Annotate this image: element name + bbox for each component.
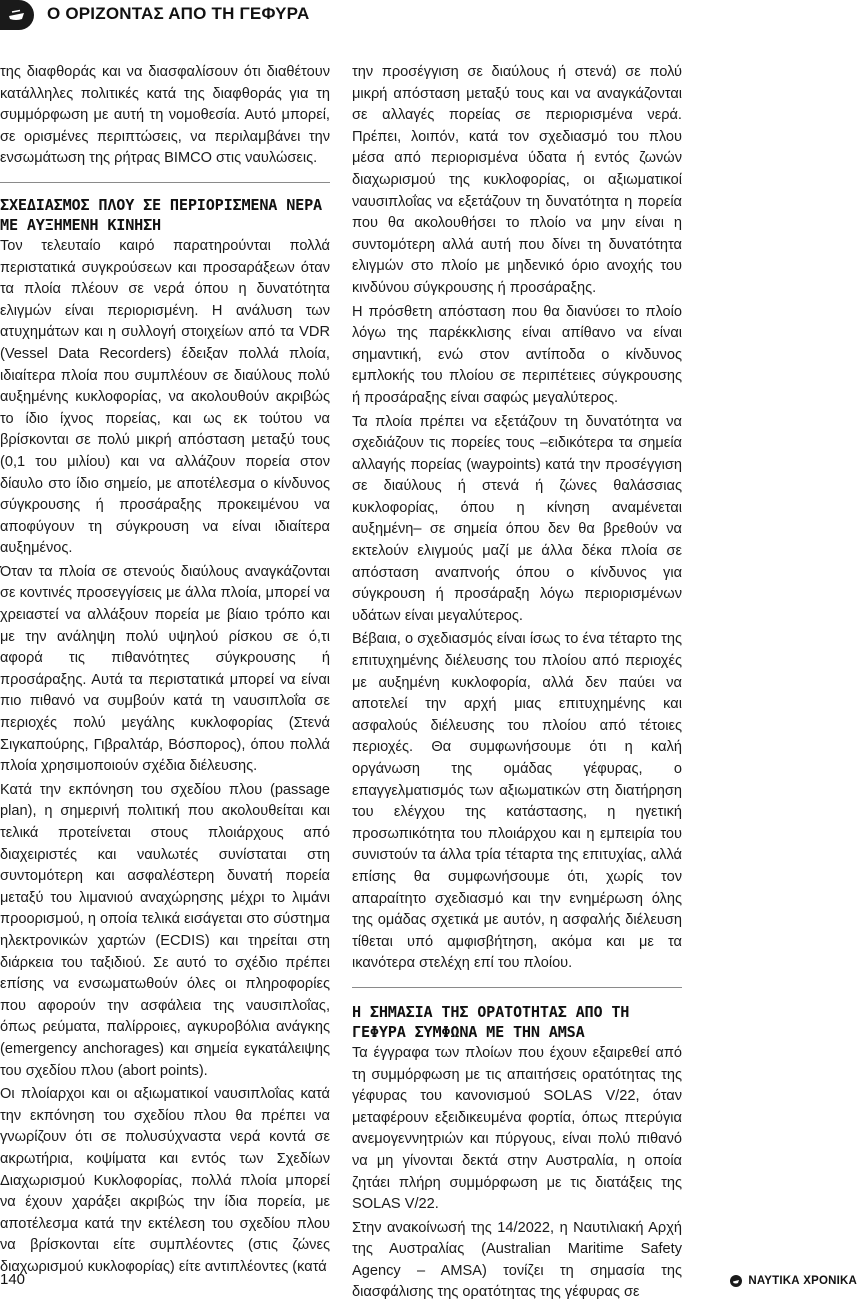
- body-paragraph: Τα έγγραφα των πλοίων που έχουν εξαιρεθεί από τη συμμόρφωση με τις απαιτήσεις ορατότητας της γέφυρας του κανονισμού SOLAS V/22, όταν μεταφέρουν εξειδικευμένα φορτία, όπως πτερύγια ανεμογεννητριών και πύργους, είναι πολύ πιθανό να μη γίνονται δεκτά στην Αυστραλία, η οποία ζητάει πλήρη συμμόρφωση με τις διατάξεις της SOLAS V/22.: [352, 1044, 682, 1213]
- page-title: Ο ΟΡΙΖΟΝΤΑΣ ΑΠΟ ΤΗ ΓΕΦΥΡΑ: [47, 4, 310, 23]
- body-paragraph: Όταν τα πλοία σε στενούς διαύλους αναγκάζονται σε κοντινές προσεγγίσεις με άλλα πλοία, μπορεί να χρειαστεί να αλλάξουν πορεία με βίαιο τρόπο και με την ανάληψη πολύ υψηλού ρίσκου σε ό,τι αφορά τις πιθανότητες σύγκρουσης ή προσάραξης. Αυτά τα περιστατικά μπορεί να είναι πιο πιθανό να συμβούν κατά τη ναυσιπλοΐα σε περιοχές πολύ μεγάλης κυκλοφορίας (Στενά Σιγκαπούρης, Γιβραλτάρ, Βόσπορος), όπου πολλά πλοία χρησιμοποιούν σχέδια διέλευσης.: [0, 563, 330, 775]
- page-header: [0, 0, 857, 34]
- body-paragraph: Βέβαια, ο σχεδιασμός είναι ίσως το ένα τέταρτο της επιτυχημένης διέλευσης του πλοίου από περιοχές με αυξημένη κυκλοφορία, αλλά δεν παύει να αποτελεί την αρχή μιας επιτυχημένης και ασφαλούς διέλευσης του πλοίου από τέτοιες περιοχές. Θα συμφωνήσουμε ότι η καλή οργάνωση της ομάδας γέφυρας, ο επαγγελματισμός των αξιωματικών στη διατήρηση του ελέγχου της κατάστασης, η ηγετική προσωπικότητα του πλοιάρχου και η εμπειρία του συνιστούν τα άλλα τρία τέταρτα της επιτυχίας, αλλά επίσης θα συμφωνήσουμε ότι, χωρίς τον απαραίτητο σχεδιασμό και την ενημέρωση όλης της ομάδας σχετικά με αυτόν, η ασφαλής διέλευση τίθεται υπό αμφισβήτηση, ακόμα και με τα ικανότερα στελέχη επί του πλοίου.: [352, 631, 682, 972]
- body-paragraph: Οι πλοίαρχοι και οι αξιωματικοί ναυσιπλοΐας κατά την εκπόνηση του σχεδίου πλου θα πρέπει να γνωρίζουν ότι σε πολυσύχναστα νερά κοντά σε ακρωτήρια, κοψίματα και εντός των Σχεδίων Διαχωρισμού Κυκλοφορίας, πολλά πλοία μπορεί να έχουν χαράξει ακριβώς την ίδια πορεία, με αποτέλεσμα κατά την εκτέλεση του σχεδίου πλου να βρίσκονται είτε συμπλέοντες (στις ζώνες διαχωρισμού κυκλοφορίας) είτε αντιπλέοντες (κατά: [0, 1086, 330, 1275]
- body-paragraph: Κατά την εκπόνηση του σχεδίου πλου (passage plan), η σημερινή πολιτική που ακολουθείται και τελικά προτείνεται στους πλοιάρχους από διαχειριστές και ναυλωτές συνίσταται στη συντομότερη και ασφαλέστερη δυνατή πορεία μεταξύ του λιμανιού αναχώρησης μέχρι το λιμάνι προορισμού, η οποία τελικά εισάγεται στο σύστημα ηλεκτρονικών χαρτών (ECDIS) και τηρείται στη διάρκεια του ταξιδιού. Σε αυτό το σχέδιο πρέπει επίσης να ενσωματωθούν όλες οι πληροφορίες που αφορούν την ασφάλεια της ναυσιπλοΐας, όπως ρεύματα, παλίρροιες, αγκυροβόλια ανάγκης (emergency anchorages) και σημεία εγκατάλειψης του σχεδίου πλου (abort points).: [0, 781, 330, 1079]
- brand-mark-icon: [730, 1275, 742, 1287]
- brand-name: ΝΑΥΤΙΚΑ ΧΡΟΝΙΚΑ: [748, 1275, 857, 1287]
- section-divider: [0, 182, 330, 183]
- footer-brand: [730, 1274, 857, 1288]
- page-number: 140: [0, 1271, 26, 1288]
- body-paragraph: την προσέγγιση σε διαύλους ή στενά) σε πολύ μικρή απόσταση μεταξύ τους και να αναγκάζονται σε αλλαγές πορείας σε περιορισμένα νερά. Πρέπει, λοιπόν, κατά τον σχεδιασμό του πλου μέσα από περιορισμένα ύδατα ή εντός ζωνών διαχωρισμού της κυκλοφορίας, οι αξιωματικοί ναυσιπλοΐας να εξετάζουν τη δυνατότητα η πορεία που θα ακολουθήσει το πλοίο να μην είναι η συντομότερη αλλά αυτή που δίνει τη δυνατότητα ελιγμών στο πλοίο με μηδενικό όριο ανοχής του κινδύνου σύγκρουσης ή προσάραξης.: [352, 64, 682, 296]
- section-heading-bridge-visibility: Η ΣΗΜΑΣΙΑ ΤΗΣ ΟΡΑΤΟΤΗΤΑΣ ΑΠΟ ΤΗ ΓΕΦΥΡΑ ΣΥΜΦΩΝΑ ΜΕ ΤΗΝ AMSA: [352, 1002, 630, 1041]
- ship-bow-icon: [0, 0, 34, 30]
- body-paragraph: Στην ανακοίνωσή της 14/2022, η Ναυτιλιακή Αρχή της Αυστραλίας (Australian Maritime Safety Agency – AMSA) τονίζει τη σημασία της διασφάλισης της ορατότητας της γέφυρας σε: [352, 1219, 682, 1301]
- body-paragraph: Τον τελευταίο καιρό παρατηρούνται πολλά περιστατικά συγκρούσεων και προσαράξεων όταν τα πλοία πλέουν σε νερά όπου η δυνατότητα ελιγμών είναι περιορισμένη. Η ανάλυση των ατυχημάτων και η συλλογή στοιχείων από τα VDR (Vessel Data Recorders) έδειξαν πολλά πλοία, ιδιαίτερα πλοία που συμπλέουν σε διαύλους πολύ αυξημένης κυκλοφορίας, να ακολουθούν ακριβώς το ίδιο ίχνος πορείας, και ως εκ τούτου να βρίσκονται σε πολύ μικρή απόσταση μεταξύ τους (0,1 του μιλίου) και να αλλάζουν πορεία στον δίαυλο στο ίδιο σημείο, με αποτέλεσμα ο κίνδυνος σύγκρουσης ή προσάραξης προκειμένου να αποφύγουν τη σύγκρουση να είναι ιδιαίτερα αυξημένος.: [0, 237, 330, 557]
- section-heading-passage-planning: ΣΧΕΔΙΑΣΜΟΣ ΠΛΟΥ ΣΕ ΠΕΡΙΟΡΙΣΜΕΝΑ ΝΕΡΑ ΜΕ ΑΥΞΗΜΕΝΗ ΚΙΝΗΣΗ: [0, 195, 322, 234]
- intro-paragraph: της διαφθοράς και να διασφαλίσουν ότι διαθέτουν κατάλληλες πολιτικές κατά της διαφθοράς για τη συμμόρφωση με αυτή τη νομοθεσία. Αυτό μπορεί, σε ορισμένες περιπτώσεις, να περιλαμβάνει την ενσωμάτωση της ρήτρας BIMCO στις ναυλώσεις.: [0, 64, 330, 167]
- body-paragraph: Η πρόσθετη απόσταση που θα διανύσει το πλοίο λόγω της παρέκκλισης είναι απίθανο να είναι σημαντική, ενώ στον αντίποδα ο κίνδυνος εμπλοκής του πλοίου σε περιπέτειες σύγκρουσης ή προσάραξης είναι σαφώς μεγαλύτερος.: [352, 303, 682, 406]
- section-divider: [352, 987, 682, 988]
- body-paragraph: Τα πλοία πρέπει να εξετάζουν τη δυνατότητα να σχεδιάζουν τις πορείες τους –ειδικότερα τα σημεία αλλαγής πορείας (waypoints) κατά την προσέγγιση σε διαύλους ή στενά ή ζώνες θαλάσσιας κυκλοφορίας, όπου η κίνηση αναμένεται αυξημένη– σε σημεία όπου δεν θα βρεθούν να εκτελούν ελιγμούς μαζί με άλλα δέκα πλοία σε απόσταση αναπνοής όπου ο κίνδυνος για σύγκρουση ή προσάραξη λόγω περιορισμένων υδάτων είναι μεγαλύτερος.: [352, 413, 682, 624]
- right-column: [352, 62, 682, 1306]
- left-column: [0, 62, 330, 1280]
